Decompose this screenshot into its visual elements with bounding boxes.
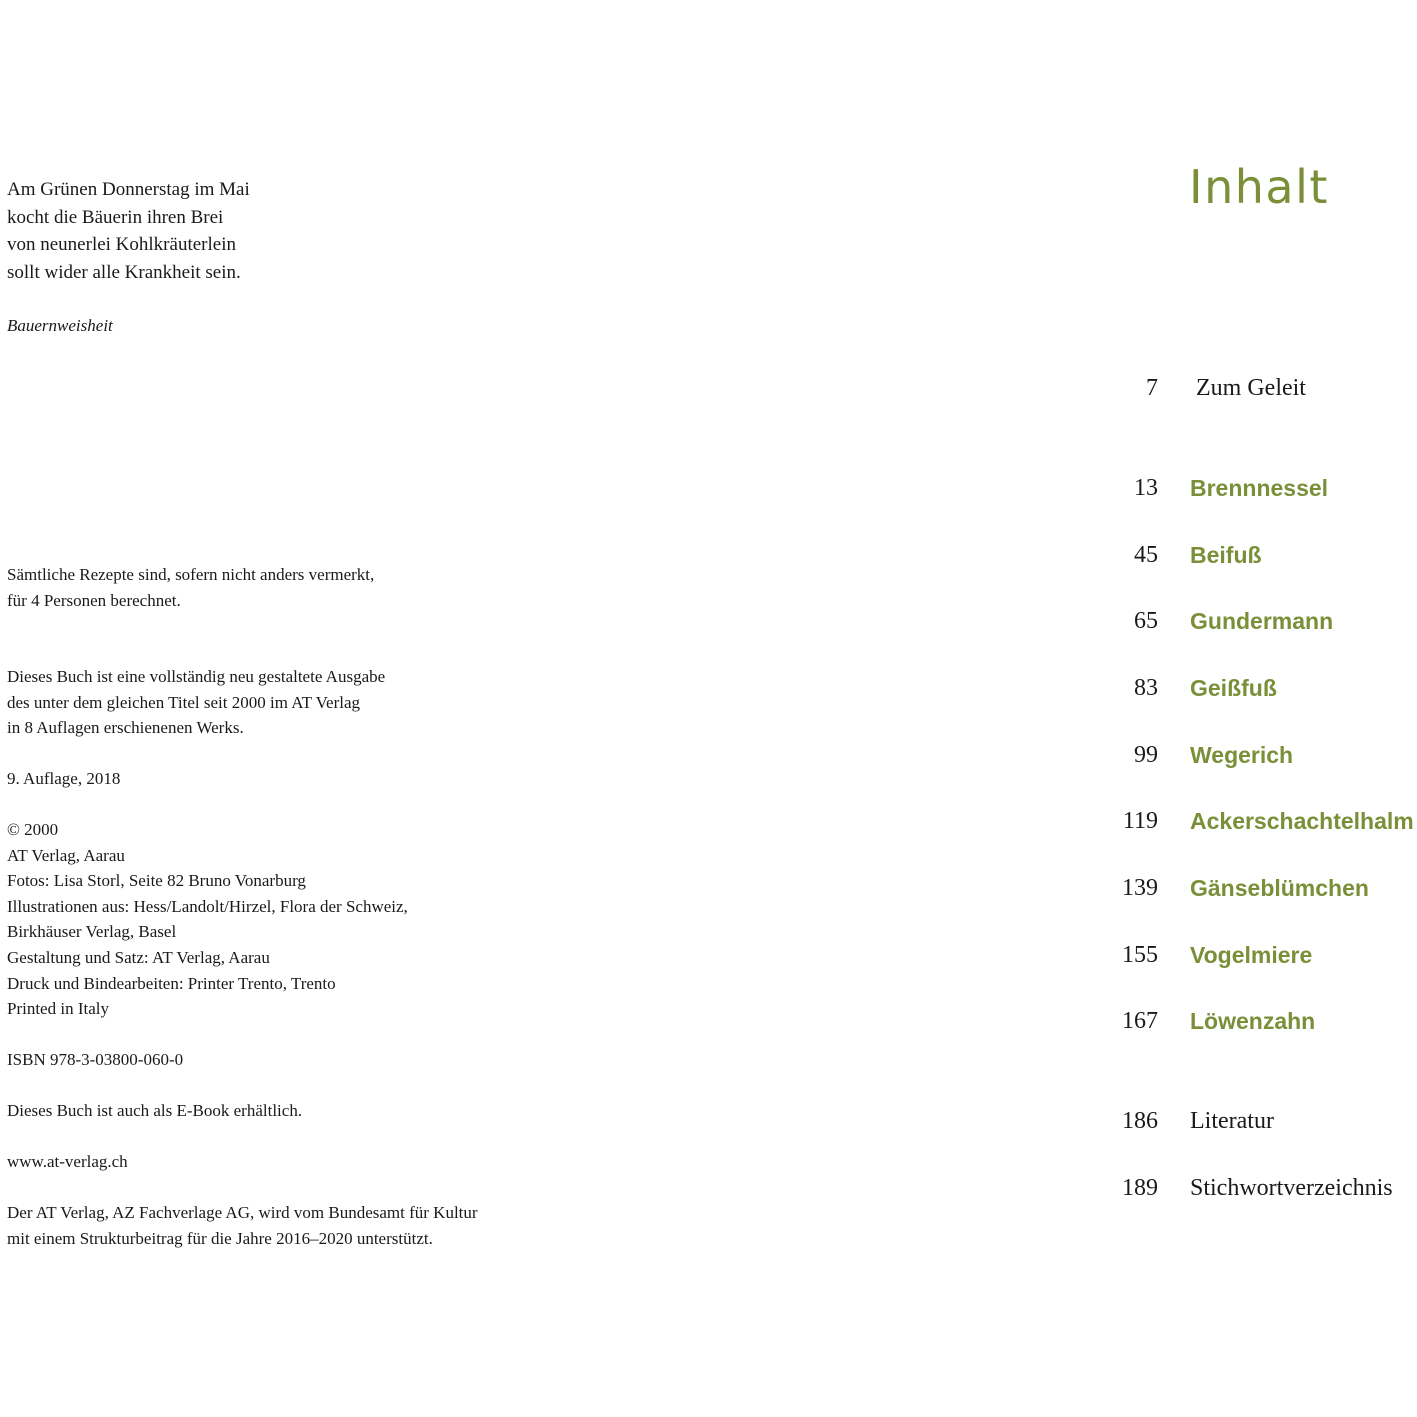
motto-poem <box>7 176 250 286</box>
imprint-line: in 8 Auflagen erschienenen Werks. <box>7 718 244 738</box>
imprint-line: Sämtliche Rezepte sind, sofern nicht anders vermerkt, <box>7 565 375 584</box>
toc-label: Literatur <box>1190 1108 1274 1134</box>
toc-entry <box>1100 1004 1417 1038</box>
toc-page-number: 13 <box>1134 475 1158 501</box>
toc-label: Gänseblümchen <box>1190 875 1369 901</box>
toc-page-number: 99 <box>1134 742 1158 768</box>
imprint-line: des unter dem gleichen Titel seit 2000 im AT Verlag <box>7 692 361 712</box>
toc-entry <box>1100 938 1417 972</box>
toc-page-number: 45 <box>1134 542 1158 568</box>
toc-entry <box>1100 871 1417 905</box>
imprint-line: Fotos: Lisa Storl, Seite 82 Bruno Vonarburg <box>7 871 306 891</box>
credits <box>7 817 408 1022</box>
imprint-line: www.at-verlag.ch <box>7 1152 128 1171</box>
recipes-note <box>7 562 374 613</box>
toc-label: Geißfuß <box>1190 675 1277 701</box>
toc-entry <box>1100 1171 1417 1205</box>
poem-line: sollt wider alle Krankheit sein. <box>7 261 241 283</box>
website <box>7 1149 128 1175</box>
poem-source: Bauernweisheit <box>7 316 113 335</box>
toc-page-number: 139 <box>1122 875 1158 901</box>
support-note <box>7 1200 478 1251</box>
imprint-line: Gestaltung und Satz: AT Verlag, Aarau <box>7 947 270 967</box>
imprint-line: mit einem Strukturbeitrag für die Jahre 2016–2020 unterstützt. <box>7 1228 433 1248</box>
imprint-line: Printed in Italy <box>7 999 109 1019</box>
imprint-line: Dieses Buch ist eine vollständig neu gestaltete Ausgabe <box>7 667 386 686</box>
toc-entry <box>1100 538 1417 572</box>
edition <box>7 766 120 792</box>
imprint-line: © 2000 <box>7 820 59 839</box>
toc-page-number: 189 <box>1122 1175 1158 1201</box>
toc-title: Inhalt <box>1189 160 1329 214</box>
toc-page-number: 155 <box>1122 942 1158 968</box>
toc-label: Brennnessel <box>1190 475 1329 501</box>
imprint-line: Der AT Verlag, AZ Fachverlage AG, wird vom Bundesamt für Kultur <box>7 1203 478 1222</box>
imprint-line: Dieses Buch ist auch als E-Book erhältlich. <box>7 1101 303 1120</box>
toc-label: Beifuß <box>1190 542 1262 568</box>
poem-line: von neunerlei Kohlkräuterlein <box>7 234 236 255</box>
poem-line: Am Grünen Donnerstag im Mai <box>7 179 250 200</box>
toc-page-number: 167 <box>1122 1008 1158 1034</box>
ebook-note <box>7 1098 302 1124</box>
toc-label: Wegerich <box>1190 742 1294 768</box>
toc-entry <box>1100 671 1417 705</box>
toc-label: Zum Geleit <box>1196 375 1306 401</box>
toc-label: Ackerschachtelhalm <box>1190 808 1414 834</box>
toc-label: Löwenzahn <box>1190 1008 1316 1034</box>
toc-page-number: 119 <box>1122 808 1158 834</box>
toc-entry <box>1100 471 1417 505</box>
imprint-line: für 4 Personen berechnet. <box>7 590 181 610</box>
imprint-line: ISBN 978-3-03800-060-0 <box>7 1050 184 1069</box>
imprint-line: Illustrationen aus: Hess/Landolt/Hirzel, Flora der Schweiz, <box>7 896 408 916</box>
toc-label: Vogelmiere <box>1190 942 1313 968</box>
isbn <box>7 1047 183 1073</box>
toc-entry <box>1100 1104 1417 1138</box>
imprint-line: Druck und Bindearbeiten: Printer Trento, Trento <box>7 973 336 993</box>
toc-entry <box>1100 804 1417 838</box>
toc-entry <box>1100 371 1417 405</box>
toc-page-number: 83 <box>1134 675 1158 701</box>
toc-label: Stichwortverzeichnis <box>1190 1175 1393 1201</box>
poem-line: kocht die Bäuerin ihren Brei <box>7 206 224 228</box>
toc-label: Gundermann <box>1190 608 1334 634</box>
imprint-line: Birkhäuser Verlag, Basel <box>7 922 177 942</box>
toc-entry <box>1100 738 1417 772</box>
toc-page-number: 186 <box>1122 1108 1158 1134</box>
imprint-line: AT Verlag, Aarau <box>7 845 125 865</box>
toc-entry <box>1100 604 1417 638</box>
toc-page-number: 65 <box>1134 608 1158 634</box>
imprint-line: 9. Auflage, 2018 <box>7 769 121 788</box>
edition-note <box>7 664 385 741</box>
toc-page-number: 7 <box>1146 375 1158 401</box>
